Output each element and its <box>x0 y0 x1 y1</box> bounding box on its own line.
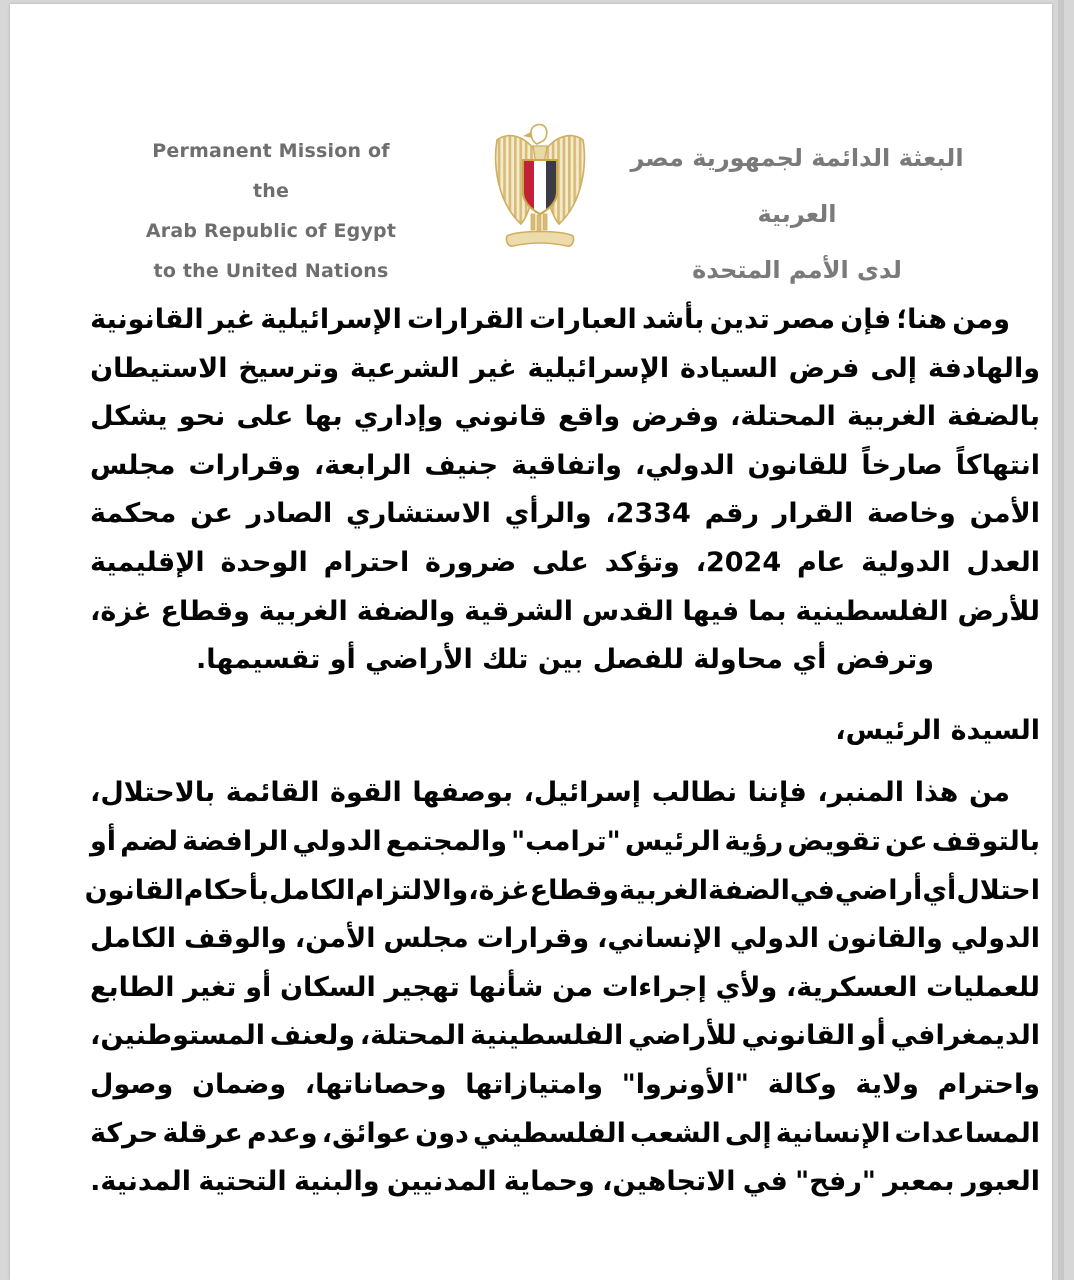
body-line: من هذا المنبر، فإننا نطالب إسرائيل، بوصفها القوة القائمة بالاحتلال، <box>90 777 1010 809</box>
letterhead-english-line: Arab Republic of Egypt <box>145 220 397 242</box>
body-line: للأرض الفلسطينية بما فيها القدس الشرقية والضفة الغربية وقطاع غزة، <box>90 595 1040 627</box>
body-paragraph <box>90 296 1040 685</box>
body-line: الديمغرافي أو القانوني للأراضي الفلسطينية المحتلة، ولعنف المستوطنين، <box>90 1020 1040 1052</box>
page-edge-shadow <box>1058 0 1064 1280</box>
letterhead-arabic <box>625 130 969 298</box>
body-line: واحترام ولاية وكالة "الأونروا" وامتيازاتها وحصاناتها، وضمان وصول <box>90 1068 1040 1100</box>
body-line: احتلال أي أراضي في الضفة الغربية وقطاع غزة، والالتزام الكامل بأحكام القانون <box>84 874 1040 906</box>
letterhead-arabic-line: البعثة الدائمة لجمهورية مصر العربية <box>630 144 964 228</box>
body-line: المساعدات الإنسانية إلى الشعب الفلسطيني دون عوائق، وعدم عرقلة حركة <box>90 1117 1040 1149</box>
letterhead-english-line: Permanent Mission of the <box>152 140 390 202</box>
body-line: انتهاكاً صارخاً للقانون الدولي، واتفاقية جنيف الرابعة، وقرارات مجلس <box>90 449 1040 481</box>
body-paragraph <box>84 769 1040 1206</box>
body-line: والهادفة إلى فرض السيادة الإسرائيلية غير الشرعية وترسيخ الاستيطان <box>90 352 1040 384</box>
letterhead-english-line: to the United Nations <box>153 260 389 282</box>
document-body <box>84 296 1040 1207</box>
body-line: الدولي والقانون الدولي الإنساني، وقرارات مجلس الأمن، والوقف الكامل <box>90 923 1040 955</box>
body-line: بالضفة الغربية المحتلة، وفرض واقع قانوني وإداري بها على نحو يشكل <box>90 401 1040 433</box>
body-line: السيدة الرئيس، <box>835 714 1040 746</box>
body-line: العدل الدولية عام 2024، وتؤكد على ضرورة احترام الوحدة الإقليمية <box>90 546 1040 578</box>
body-line: ومن هنا؛ فإن مصر تدين بأشد العبارات القرارات الإسرائيلية غير القانونية <box>90 304 1010 335</box>
body-line: العبور بمعبر "رفح" في الاتجاهين، وحماية المدنيين والبنية التحتية المدنية. <box>90 1166 1040 1198</box>
body-line: وترفض أي محاولة للفصل بين تلك الأراضي أو تقسيمها. <box>195 644 935 676</box>
letterhead-english <box>135 131 407 291</box>
body-line: للعمليات العسكرية، ولأي إجراءات من شأنها تهجير السكان أو تغير الطابع <box>90 971 1040 1003</box>
egypt-coat-of-arms-icon <box>487 120 593 252</box>
document-page <box>10 4 1052 1280</box>
body-line: بالتوقف عن تقويض رؤية الرئيس "ترامب" والمجتمع الدولي الرافضة لضم أو <box>90 825 1040 857</box>
letterhead-arabic-line: لدى الأمم المتحدة <box>692 256 902 284</box>
salutation <box>90 707 1040 756</box>
body-line: الأمن وخاصة القرار رقم 2334، والرأي الاستشاري الصادر عن محكمة <box>90 498 1040 530</box>
